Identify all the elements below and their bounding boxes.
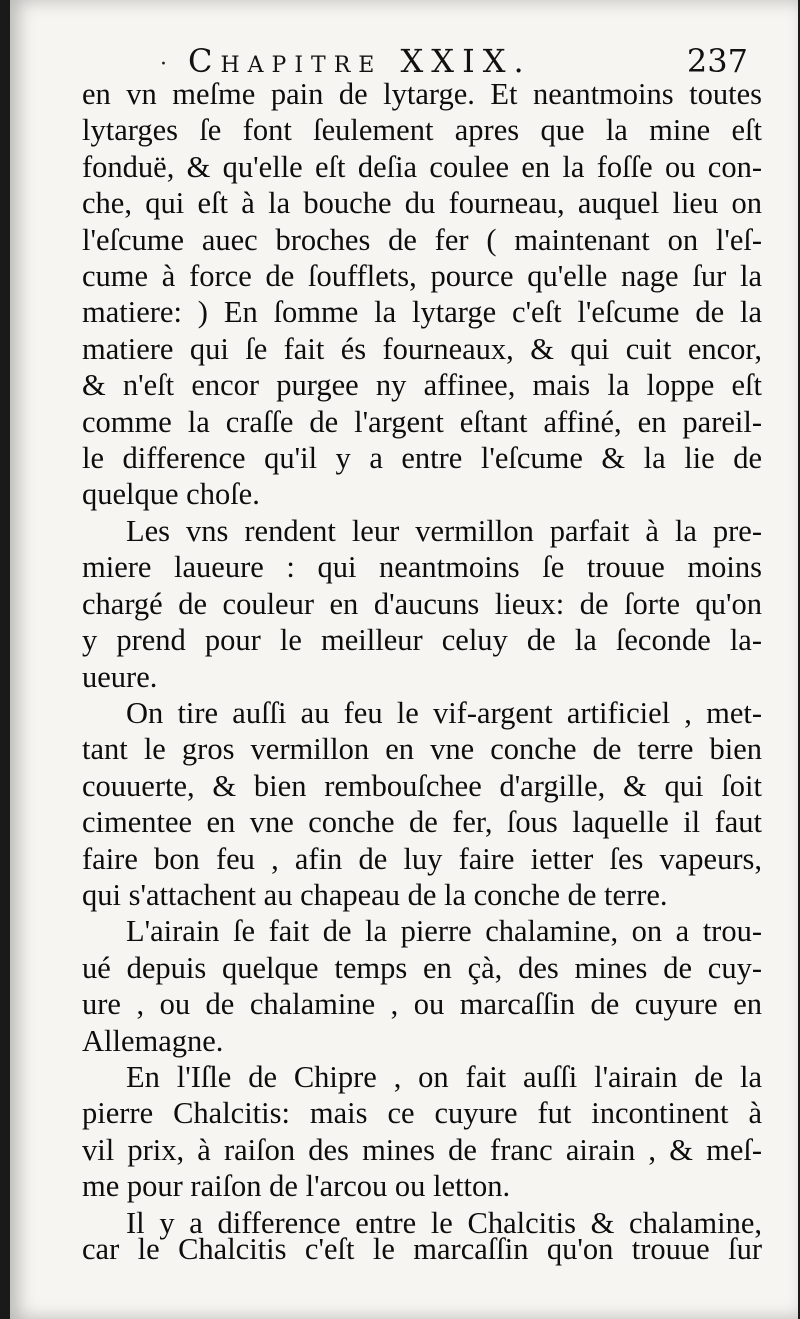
text-line: ueure. — [82, 659, 158, 694]
text-line: Allemagne. — [82, 1023, 224, 1058]
text-line: quelque choſe. — [82, 477, 260, 512]
text-line: me pour raiſon de l'arcou ou letton. — [82, 1169, 511, 1204]
text-line: lytarges ſe font ſeulement apres que la mine eſt — [82, 113, 762, 148]
text-line: y prend pour le meilleur celuy de la ſeconde la- — [82, 623, 762, 658]
text-line: vil prix, à raiſon des mines de franc airain , & meſ- — [82, 1132, 762, 1167]
text-line: che, qui eſt à la bouche du fourneau, auquel lieu on — [82, 186, 762, 221]
text-line: comme la craſſe de l'argent eſtant affiné, en pareil- — [82, 404, 762, 439]
text-line: fonduë, & qu'elle eſt deſia coulee en la foſſe ou con- — [82, 149, 762, 184]
text-line: le difference qu'il y a entre l'eſcume & la lie de — [82, 441, 762, 476]
text-line: cimentee en vne conche de fer, ſous laquelle il faut — [82, 805, 762, 840]
text-line: tant le gros vermillon en vne conche de terre bien — [82, 732, 762, 767]
text-line: l'eſcume auec broches de fer ( maintenant on l'eſ- — [82, 222, 762, 257]
chapter-heading: Chapitre XXIX. — [188, 42, 532, 80]
text-line: matiere qui ſe fait és fourneaux, & qui cuit encor, — [82, 331, 762, 366]
text-line: couuerte, & bien rembouſchee d'argille, & qui ſoit — [82, 768, 762, 803]
book-page — [10, 0, 798, 1319]
text-line: & n'eſt encor purgee ny affinee, mais la loppe eſt — [82, 368, 762, 403]
text-line: qui s'attachent au chapeau de la conche de terre. — [82, 877, 668, 912]
header-dot: · — [160, 52, 167, 77]
text-line: On tire auſſi au feu le vif-argent artificiel , met- — [126, 695, 762, 730]
text-line: pierre Chalcitis: mais ce cuyure fut incontinent à — [82, 1096, 762, 1131]
text-line: matiere: ) En ſomme la lytarge c'eſt l'eſcume de la — [82, 295, 762, 330]
text-line: miere laueure : qui neantmoins ſe trouue moins — [82, 550, 762, 585]
last-line: car le Chalcitis c'eſt le marcaſſin qu'on trouue ſur — [82, 1232, 762, 1266]
text-line: En l'Iſle de Chipre , on fait auſſi l'airain de la — [126, 1059, 762, 1094]
text-line: faire bon feu , afin de luy faire ietter ſes vapeurs, — [82, 841, 762, 876]
text-line: en vn meſme pain de lytarge. Et neantmoins toutes — [82, 77, 762, 111]
text-line: ure , ou de chalamine , ou marcaſſin de cuyure en — [82, 987, 762, 1022]
text-line: Les vns rendent leur vermillon parfait à la pre- — [126, 513, 762, 548]
text-line: chargé de couleur en d'aucuns lieux: de ſorte qu'on — [82, 586, 762, 621]
page-number: 237 — [686, 42, 748, 80]
text-line: L'airain ſe fait de la pierre chalamine, on a trou- — [126, 914, 762, 949]
body-text — [82, 76, 762, 1241]
text-line: Il y a difference entre le Chalcitis & chalamine, — [126, 1205, 762, 1240]
text-line: ué depuis quelque temps en çà, des mines de cuy- — [82, 950, 762, 985]
text-line: cume à force de ſoufflets, pource qu'elle nage ſur la — [82, 259, 762, 294]
